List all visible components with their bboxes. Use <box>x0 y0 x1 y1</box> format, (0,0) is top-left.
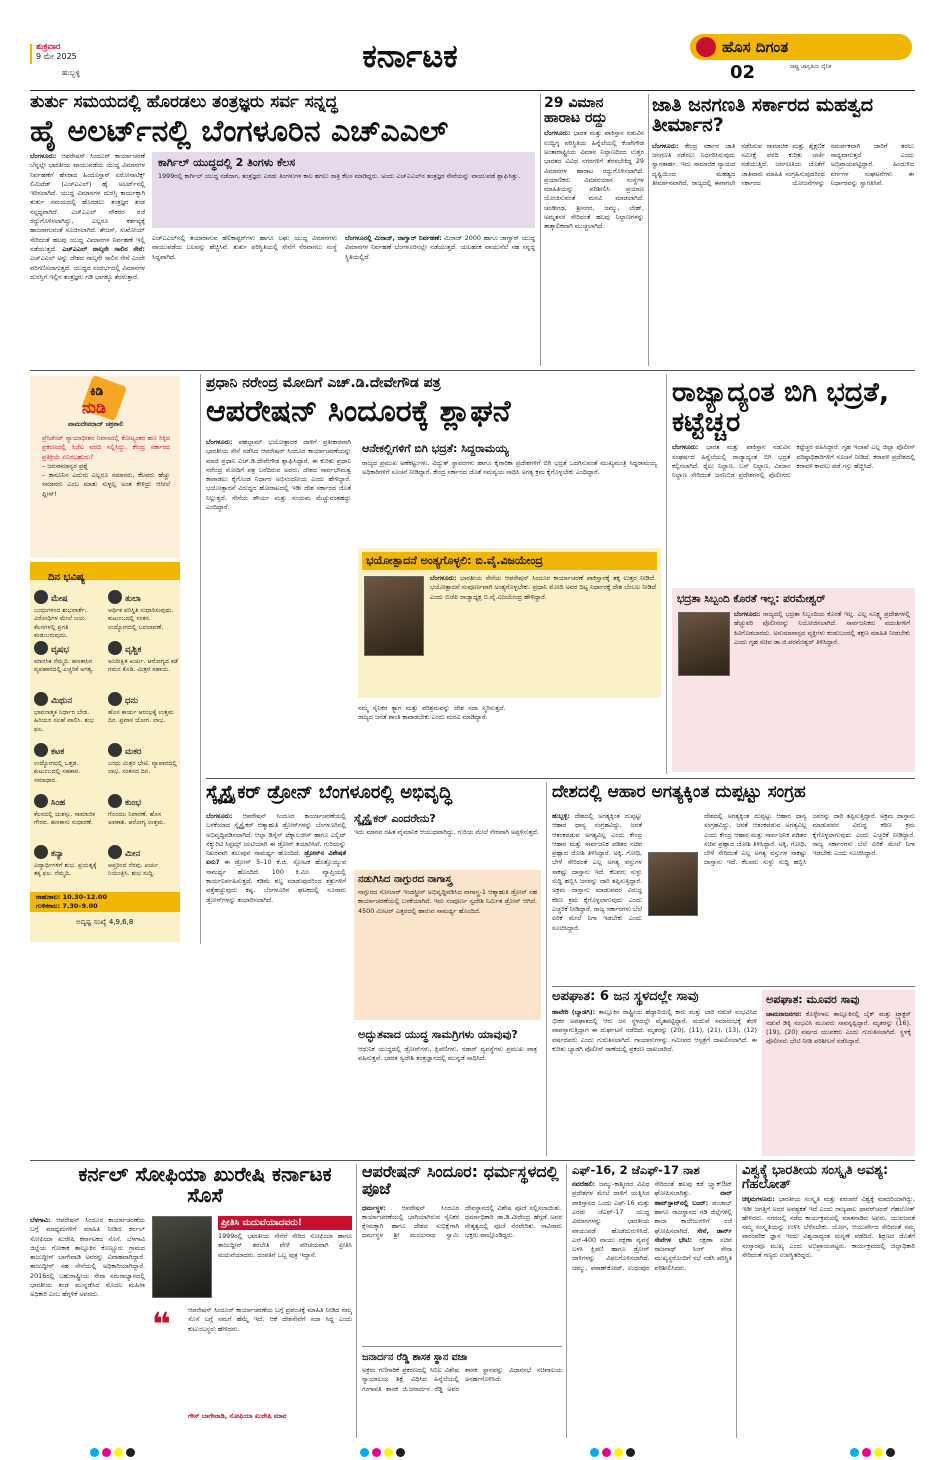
zodiac-sign <box>34 688 104 734</box>
box-body: 1999ರಲ್ಲಿ ಭಾರತೀಯ ಸೇನೆಗೆ ಸೇರಿದ ಸೋಫಿಯಾ ಹಾಗೂ ತಾಜುದ್ದೀನ್ ತರಬೇತಿ ವೇಳೆ ಪರಿಚಯವಾಗಿ ಪ್ರೀತಿಸಿ ಮದುವೆಯಾದರು. ದಂಪತಿಗೆ ಒಬ್ಬ ಪುತ್ರ ಇದ್ದಾನೆ. <box>218 1232 352 1259</box>
masthead-day: ಶುಕ್ರವಾರ <box>36 42 61 52</box>
box-body: ಆಧುನಿಕ ಯುದ್ಧದಲ್ಲಿ ಡ್ರೋನ್‌ಗಳು, ಕ್ಷಿಪಣಿಗಳು, ರಡಾರ್ ವ್ಯವಸ್ಥೆಗಳು ಪ್ರಮುಖ ಪಾತ್ರ ವಹಿಸುತ್ತವೆ. ಭಾರತ ಸ್ವದೇಶಿ ತಂತ್ರಜ್ಞಾನದಲ್ಲಿ ಮುನ್ನಡೆ ಸಾಧಿಸಿದೆ. <box>358 1045 537 1063</box>
horoscope-title-bar <box>30 562 180 583</box>
lucky-number: ಅದೃಷ್ಟ ಸಂಖ್ಯೆ 4,9,6,8 <box>76 918 134 926</box>
box-body: ರಾಜ್ಯದ ಪ್ರಮುಖ ಅಣೆಕಟ್ಟುಗಳು, ವಿದ್ಯುತ್ ಸ್ಥಾವರಗಳು ಹಾಗೂ ಕೈಗಾರಿಕಾ ಪ್ರದೇಶಗಳಿಗೆ ಬಿಗಿ ಭದ್ರತೆ ಒದಗಿಸುವಂತೆ ಮುಖ್ಯಮಂತ್ರಿ ಸಿದ್ದರಾಮಯ್ಯ ಅಧಿಕಾರಿಗಳಿಗೆ ಸೂಚನೆ ನೀಡಿದ್ದಾರೆ. ಕೇಂದ್ರ ಸರ್ಕಾರದ ಜೊತೆ ಸಮನ್ವಯ ಸಾಧಿಸಿ ಅಗತ್ಯ ಕ್ರಮ ಕೈಗೊಳ್ಳಬೇಕು ಎಂದಿದ್ದಾರೆ. <box>362 459 657 477</box>
zodiac-sign-name: ವೃಷಭ <box>51 645 70 655</box>
masthead <box>0 0 945 92</box>
quote-mark-icon: ❝ <box>152 1305 171 1343</box>
registration-dot <box>850 1448 859 1457</box>
article-body: ಬೆಂಗಳೂರು: ಭಾರತ ಮತ್ತು ಪಾಕಿಸ್ತಾನ ನಡುವಿನ ಉದ್ವಿಗ್ನ ಪರಿಸ್ಥಿತಿಯ ಹಿನ್ನೆಲೆಯಲ್ಲಿ ಕೆಂಪೇಗೌಡ ಅಂತಾರಾಷ್ಟ್ರೀಯ ವಿಮಾನ ನಿಲ್ದಾಣದಿಂದ ಉತ್ತರ ಭಾರತದ ವಿವಿಧ ನಗರಗಳಿಗೆ ತೆರಳಬೇಕಿದ್ದ 29 ವಿಮಾನಗಳ ಹಾರಾಟ ರದ್ದುಗೊಳಿಸಲಾಗಿದೆ. ಪ್ರಯಾಣಿಕರು ವಿಮಾನಯಾನ ಸಂಸ್ಥೆಗಳ ಮಾಹಿತಿಯನ್ನು ಪರಿಶೀಲಿಸಿ ಪ್ರಯಾಣ ಯೋಜಿಸುವಂತೆ ಮನವಿ ಮಾಡಲಾಗಿದೆ. ಚಂಡೀಗಢ, ಶ್ರೀನಗರ, ಜಮ್ಮು, ಲೇಹ್, ಅಮೃತಸರ ಸೇರಿದಂತೆ ಹಲವು ನಿಲ್ದಾಣಗಳನ್ನು ತಾತ್ಕಾಲಿಕವಾಗಿ ಮುಚ್ಚಲಾಗಿದೆ. <box>544 129 644 231</box>
quote-text: ಆಪರೇಷನ್ ಸಿಂದೂರ್ ಕಾರ್ಯಾಚರಣೆಯ ಬಗ್ಗೆ ಪ್ರಪಂಚಕ್ಕೆ ಮಾಹಿತಿ ನೀಡಿದ ನಮ್ಮ ಸೊಸೆ ಬಗ್ಗೆ ನಮಗೆ ಹೆಮ್ಮೆ ಇದೆ. ಆಕೆ ದೇಶಸೇವೆಗೆ ಸದಾ ಸಿದ್ಧ ಎಂದು ಕುಟುಂಬಸ್ಥರು ಹೇಳಿದರು. <box>188 1306 352 1333</box>
zodiac-grid <box>30 580 180 890</box>
masthead-date: 9 ಮೇ 2025 <box>36 52 77 61</box>
kidi-title: ಕಿಡಿ <box>90 384 104 398</box>
registration-dot <box>886 1448 895 1457</box>
column-rule <box>736 1164 737 1438</box>
box-body: ಬೆಂಗಳೂರು: ರಾಜ್ಯದಲ್ಲಿ ಭದ್ರತಾ ಸಿಬ್ಬಂದಿಯ ಕೊರತೆ ಇಲ್ಲ. ಎಲ್ಲ ಸೂಕ್ಷ್ಮ ಪ್ರದೇಶಗಳಲ್ಲಿ ಹೆಚ್ಚುವರಿ ಪೊಲೀಸರನ್ನು ನಿಯೋಜಿಸಲಾಗಿದೆ. ಸಾರ್ವಜನಿಕರು ವದಂತಿಗಳಿಗೆ ಕಿವಿಗೊಡಬಾರದು. ಅನುಮಾನಾಸ್ಪದ ವ್ಯಕ್ತಿಗಳು ಕಂಡುಬಂದಲ್ಲಿ ತಕ್ಷಣ ಮಾಹಿತಿ ನೀಡಬೇಕು ಎಂದು ಗೃಹ ಸಚಿವ ಡಾ.ಜಿ.ಪರಮೇಶ್ವರ್ ತಿಳಿಸಿದ್ದಾರೆ. <box>734 610 910 646</box>
quote-box <box>152 1304 352 1436</box>
subhead: ಎಚ್‌ಎಎಲ್ ನಾಲ್ಕನೇ ಸಾಲಿನ ಸೇನೆ: <box>62 244 145 253</box>
article-headline: ಅಪಘಾತ: 6 ಜನ ಸ್ಥಳದಲ್ಲೇ ಸಾವು <box>552 990 699 1004</box>
zodiac-icon <box>108 692 122 706</box>
zodiac-icon <box>34 692 48 706</box>
zodiac-sign <box>108 841 178 879</box>
zodiac-sign <box>34 637 104 675</box>
zodiac-sign-text: ಹೊಸ ಕಾರ್ಯ ಆರಂಭಕ್ಕೆ ಉತ್ತಮ ದಿನ. ಪ್ರವಾಸ ಯೋಗ. ಲಾಭ. <box>108 709 174 725</box>
kidi-title2: ನುಡಿ <box>82 398 107 417</box>
column-rule <box>566 1164 567 1438</box>
article-body: ಬೆಳಗಾವಿ: ಆಪರೇಷನ್ ಸಿಂದೂರ ಕಾರ್ಯಾಚರಣೆಯ ಬಗ್ಗೆ ಮಾಧ್ಯಮಗಳಿಗೆ ಮಾಹಿತಿ ನೀಡಿದ ಕರ್ನಲ್ ಸೋಫಿಯಾ ಖುರೇಷಿ ಕರ್ನಾಟಕದ ಸೊಸೆ. ಬೆಳಗಾವಿ ಜಿಲ್ಲೆಯ ಗೋಕಾಕ ತಾಲ್ಲೂಕಿನ ಕೊಣ್ಣೂರು ಗ್ರಾಮದ ತಾಜುದ್ದೀನ್ ಬಾಗೇವಾಡಿ ಅವರನ್ನು ವಿವಾಹವಾಗಿದ್ದಾರೆ. ತಾಜುದ್ದೀನ್ ಸಹ ಸೇನೆಯಲ್ಲಿ ಅಧಿಕಾರಿಯಾಗಿದ್ದಾರೆ. 2016ರಲ್ಲಿ ಬಹುರಾಷ್ಟ್ರೀಯ ಸೇನಾ ಸಮರಾಭ್ಯಾಸದಲ್ಲಿ ಭಾರತೀಯ ತಂಡ ಮುನ್ನಡೆಸಿದ ಮೊದಲ ಮಹಿಳಾ ಅಧಿಕಾರಿ ಎಂಬ ಹೆಗ್ಗಳಿಕೆ ಅವರದು. <box>30 1216 145 1299</box>
article-headline: ಹೈ ಅಲರ್ಟ್‌ನಲ್ಲಿ ಬೆಂಗಳೂರಿನ ಎಚ್‌ಎಎಲ್ <box>30 114 449 149</box>
article-headline: ಎಫ್-16, 2 ಜೆಎಫ್-17 ನಾಶ <box>572 1164 700 1177</box>
zodiac-sign-text: ಆಪ್ತರಿಂದ ನೆರವು. ಖರ್ಚು ನಿಯಂತ್ರಿಸಿ. ಶುಭ ಸುದ್ದಿ. <box>108 862 159 878</box>
article-headline: ಜಾತಿ ಜನಗಣತಿ ಸರ್ಕಾರದ ಮಹತ್ವದ ತೀರ್ಮಾನ? <box>652 96 874 136</box>
zodiac-sign-name: ಮಿಥುನ <box>51 696 73 706</box>
zodiac-sign-name: ಮಕರ <box>125 747 142 757</box>
zodiac-sign <box>108 586 178 632</box>
kidi-author: ವಾಮದೇವರಾಜ್ ಚಕ್ರಶಾಲಿ <box>68 420 124 428</box>
box-title: ಸ್ಕೈಸ್ಟ್ರೈಕರ್ ಎಂದರೇನು? <box>354 812 436 825</box>
registration-dot <box>360 1448 369 1457</box>
zodiac-sign-text: ಕೆಲಸದಲ್ಲಿ ಯಶಸ್ಸು. ಸಾಮಾಜಿಕ ಗೌರವ. ಹಣಕಾಸು ಸುಧಾರಣೆ. <box>34 811 96 827</box>
siddaramaiah-box <box>358 438 661 546</box>
masthead-city: ಹುಬ್ಬಳ್ಳಿ <box>62 68 81 77</box>
article-body: ಬೆಂಗಳೂರು: ಆಪರೇಷನ್ ಸಿಂದೂರ್ ಕಾರ್ಯಾಚರಣೆ ಬೆನ್ನಲ್ಲೇ ಭಾರತೀಯ ವಾಯುಪಡೆಯ ಯುದ್ಧ ವಿಮಾನಗಳ ನಿರ್ವಹಣೆಗೆ ಹೆಸರಾದ ಹಿಂದೂಸ್ತಾನ್ ಏರೋನಾಟಿಕ್ಸ್ ಲಿಮಿಟೆಡ್ (ಎಚ್‌ಎಎಲ್) ಹೈ ಅಲರ್ಟ್‌ನಲ್ಲಿ ಇರಿಸಲಾಗಿದೆ. ಯುದ್ಧ ವಿಮಾನಗಳ ದುರಸ್ತಿ ಕಾರ್ಯಕ್ಕಾಗಿ ತುರ್ತು ಸಮಯದಲ್ಲಿ ಹೊರಡಲು ತಂತ್ರಜ್ಞರ ತಂಡ ಸನ್ನದ್ಧವಾಗಿದೆ. ಎಚ್‌ಎಎಲ್ ನೌಕರರ ರಜೆ ರದ್ದುಗೊಳಿಸಲಾಗಿದ್ದು, ಎಲ್ಲರೂ ಕರ್ತವ್ಯಕ್ಕೆ ಹಾಜರಾಗುವಂತೆ ಸೂಚಿಸಲಾಗಿದೆ. ತೇಜಸ್, ಸುಖೋಯ್ ಸೇರಿದಂತೆ ಹಲವು ಯುದ್ಧ ವಿಮಾನಗಳ ನಿರ್ವಹಣೆ ಇಲ್ಲಿ ನಡೆಯುತ್ತದೆ. ಎಚ್‌ಎಎಲ್ ನಾಲ್ಕನೇ ಸಾಲಿನ ಸೇನೆ: ಎಚ್‌ಎಎಲ್ ಅನ್ನು ದೇಶದ ನಾಲ್ಕನೇ ಸಾಲಿನ ಸೇನೆ ಎಂದೇ ಪರಿಗಣಿಸಲಾಗುತ್ತದೆ. ಯುದ್ಧದ ಸಂದರ್ಭದಲ್ಲಿ ವಿಮಾನಗಳ ದುರಸ್ತಿಗೆ ಇಲ್ಲಿನ ತಂತ್ರಜ್ಞರು ಗಡಿ ಭಾಗಕ್ಕೂ ತೆರಳುತ್ತಾರೆ. <box>30 152 145 281</box>
zodiac-sign-text: ಮಾನಸಿಕ ನೆಮ್ಮದಿ. ಹಣಕಾಸಿನ ವ್ಯವಹಾರದಲ್ಲಿ ಎಚ್ಚರಿಕೆ ಅಗತ್ಯ. <box>34 658 94 674</box>
box-rule <box>362 1346 562 1347</box>
zodiac-icon <box>108 794 122 808</box>
zodiac-sign-text: ಬಂಧು ಮಿತ್ರರ ಭೇಟಿ. ವ್ಯಾಪಾರದಲ್ಲಿ ಲಾಭ. ಸಂತಸದ ದಿನ. <box>108 760 177 776</box>
dateline: ಬೆಂಗಳೂರು: <box>30 152 57 160</box>
weapons-box <box>354 1024 541 1154</box>
logo-emblem-icon <box>696 37 716 57</box>
zodiac-sign-text: ಉದ್ಯೋಗದಲ್ಲಿ ಒತ್ತಡ. ಕುಟುಂಬದಲ್ಲಿ ಸಹಕಾರ. ಸಮಾಧಾನ. <box>34 760 81 784</box>
parameshwar-photo <box>678 612 730 676</box>
article-body: ಬೆಂಗಳೂರು: ಕೇಂದ್ರ ಸರ್ಕಾರ ಜಾತಿ ಜನಗಣತಿ ನಡೆಸಲು ನಿರ್ಧರಿಸಿರುವುದು ಸ್ವಾಗತಾರ್ಹ. ಇದು ಸಾಮಾಜಿಕ ನ್ಯಾಯದ ದೃಷ್ಟಿಯಿಂದ ಮಹತ್ವದ ತೀರ್ಮಾನವಾಗಿದೆ. ರಾಜ್ಯದಲ್ಲಿ ಈಗಾಗಲೇ ನಡೆಸಿರುವ ಸಾಮಾಜಿಕ ಮತ್ತು ಶೈಕ್ಷಣಿಕ ಸಮೀಕ್ಷೆ ವರದಿ ಕುರಿತು ಚರ್ಚೆ ನಡೆಯುತ್ತಿದೆ. ಜನಗಣತಿಯ ಜೊತೆಗೆ ಜಾತಿವಾರು ಮಾಹಿತಿ ಸಂಗ್ರಹಿಸುವುದರಿಂದ ಸರ್ಕಾರದ ಯೋಜನೆಗಳನ್ನು ಸಮರ್ಪಕವಾಗಿ ಜಾರಿಗೆ ತರಲು ಸಾಧ್ಯವಾಗುತ್ತದೆ ಎಂದು ಅಭಿಪ್ರಾಯಪಟ್ಟಿದ್ದಾರೆ. ಹಿಂದುಳಿದ ವರ್ಗಗಳ ಸಂಘಟನೆಗಳು ಈ ನಿರ್ಧಾರವನ್ನು ಸ್ವಾಗತಿಸಿವೆ. <box>652 141 914 188</box>
article-drone <box>206 784 541 1156</box>
article-headline: ಆಪರೇಷನ್ ಸಿಂದೂರ: ಧರ್ಮಸ್ಥಳದಲ್ಲಿ ಪೂಜೆ <box>362 1164 559 1198</box>
zodiac-icon <box>34 590 48 604</box>
zodiac-sign <box>108 637 178 675</box>
row-rule <box>552 986 915 987</box>
zodiac-icon <box>34 641 48 655</box>
column-rule <box>666 374 667 774</box>
box-title: ಅದ್ಭುತವಾದ ಯುದ್ಧ ಸಾಮಗ್ರಿಗಳು ಯಾವುವು? <box>358 1028 518 1041</box>
box-title: ಭದ್ರತಾ ಸಿಬ್ಬಂದಿ ಕೊರತೆ ಇಲ್ಲ: ಪರಮೇಶ್ವರ್ <box>677 593 826 605</box>
zodiac-icon <box>108 641 122 655</box>
registration-dot <box>874 1448 883 1457</box>
column-rule <box>200 374 201 944</box>
article-caste-census <box>652 96 914 366</box>
column-rule <box>546 782 547 1156</box>
zodiac-icon <box>34 743 48 757</box>
print-registration-dots <box>90 1442 138 1460</box>
date-block <box>36 42 116 78</box>
zodiac-sign <box>34 841 104 879</box>
box-body: ಇದು ಮಾನವ ರಹಿತ ವೈಮಾನಿಕ ಆಯುಧವಾಗಿದ್ದು, ಗುರಿಯ ಮೇಲೆ ನೇರವಾಗಿ ಅಪ್ಪಳಿಸುತ್ತದೆ. <box>354 828 539 836</box>
article-body: ಬೆಂಗಳೂರು: ಭಾರತ ಮತ್ತು ಪಾಕಿಸ್ತಾನ ನಡುವಿನ ಸಂಘರ್ಷದ ಹಿನ್ನೆಲೆಯಲ್ಲಿ ರಾಜ್ಯಾದ್ಯಂತ ಬಿಗಿ ಭದ್ರತೆ ಕಲ್ಪಿಸಲಾಗಿದೆ. ರೈಲು ನಿಲ್ದಾಣ, ಬಸ್ ನಿಲ್ದಾಣ, ವಿಮಾನ ನಿಲ್ದಾಣ ಸೇರಿದಂತೆ ಜನನಿಬಿಡ ಪ್ರದೇಶಗಳಲ್ಲಿ ಪೊಲೀಸರು ಕಟ್ಟೆಚ್ಚರ ವಹಿಸಿದ್ದಾರೆ. ಗೃಹ ಇಲಾಖೆ ಎಲ್ಲ ಜಿಲ್ಲಾ ಪೊಲೀಸ್ ವರಿಷ್ಠಾಧಿಕಾರಿಗಳಿಗೆ ಸೂಚನೆ ನೀಡಿದೆ. ಕರಾವಳಿ ಪ್ರದೇಶದಲ್ಲಿ ಕರಾವಳಿ ಕಾವಲು ಪಡೆ ಗಸ್ತು ಹೆಚ್ಚಿಸಿದೆ. <box>672 443 915 480</box>
article-accident-three <box>762 990 915 1156</box>
zodiac-sign-name: ಕಟಕ <box>51 747 65 757</box>
zodiac-sign-name: ಕುಂಭ <box>125 798 142 808</box>
article-body: ಧರ್ಮಸ್ಥಳ: ಆಪರೇಷನ್ ಸಿಂದೂರ ಕಾರ್ಯಾಚರಣೆಯಲ್ಲಿ ಭಾಗಿಯಾಗಿರುವ ಸೈನಿಕರ ಕ್ಷೇಮಕ್ಕಾಗಿ ಹಾಗೂ ದೇಶದ ಸುಭಿಕ್ಷೆಗಾಗಿ ಧರ್ಮಸ್ಥಳ ಶ್ರೀ ಮಂಜುನಾಥ ಸ್ವಾಮಿ ದೇವಸ್ಥಾನದಲ್ಲಿ ವಿಶೇಷ ಪೂಜೆ ಸಲ್ಲಿಸಲಾಯಿತು. ಧರ್ಮಾಧಿಕಾರಿ ಡಾ.ಡಿ.ವೀರೇಂದ್ರ ಹೆಗ್ಗಡೆ ಅವರ ನೇತೃತ್ವದಲ್ಲಿ ಪೂಜೆ ನೆರವೇರಿತು. ಸಾವಿರಾರು ಭಕ್ತರು ಪಾಲ್ಗೊಂಡಿದ್ದರು. <box>362 1203 562 1240</box>
print-registration-dots <box>850 1442 898 1460</box>
skystriker-sidebar <box>354 812 541 868</box>
article-flights <box>544 96 644 366</box>
pralhad-joshi-photo <box>648 852 698 916</box>
article-body-cont: ನಮ್ಮ ಸೈನಿಕರ ತ್ಯಾಗ ಮತ್ತು ಪರಿಶ್ರಮವನ್ನು ದೇಶ ಸದಾ ಸ್ಮರಿಸುತ್ತದೆ. ರಾಜ್ಯದ ಜನತೆ ಶಾಂತಿ ಕಾಪಾಡಬೇಕು ಎಂದು ಮನವಿ ಮಾಡಿದ್ದಾರೆ. <box>358 704 506 722</box>
article-food-stock <box>552 784 915 982</box>
love-marriage-box <box>218 1216 352 1300</box>
box-body: ಅಕ್ರಮ ಗಣಿಗಾರಿಕೆ ಪ್ರಕರಣದಲ್ಲಿ ಸಿಬಿಐ ವಿಶೇಷ ನ್ಯಾಯಾಲಯ ಶಿಕ್ಷೆ ವಿಧಿಸಿದ ಹಿನ್ನೆಲೆಯಲ್ಲಿ ಗಂಗಾವತಿ ಶಾಸಕ ಜಿ.ಜನಾರ್ದನ ರೆಡ್ಡಿ ಅವರ ಶಾಸಕ ಸ್ಥಾನವನ್ನು ವಿಧಾನಸಭೆ ಸಚಿವಾಲಯ ಅನರ್ಹಗೊಳಿಸಿದೆ. <box>362 1366 562 1393</box>
box-title: ಪ್ರೀತಿಸಿ ಮದುವೆಯಾದವರು! <box>218 1216 352 1230</box>
article-kicker: ತುರ್ತು ಸಮಯದಲ್ಲಿ ಹೊರಡಲು ತಂತ್ರಜ್ಞರು ಸರ್ವ ಸನ್ನದ್ಧ <box>30 94 338 112</box>
article-body: ಬೆಂಗಳೂರು: ಆಪರೇಷನ್ ಸಿಂದೂರ ಕಾರ್ಯಾಚರಣೆಯಲ್ಲಿ ಬಳಕೆಯಾದ ಸ್ಕೈಸ್ಟ್ರೈಕರ್ ಆತ್ಮಾಹುತಿ ಡ್ರೋನ್‌ಗಳನ್ನು ಬೆಂಗಳೂರಿನಲ್ಲಿ ಅಭಿವೃದ್ಧಿಪಡಿಸಲಾಗಿದೆ. ಆಲ್ಫಾ ಡಿಸೈನ್ ಟೆಕ್ನಾಲಜೀಸ್ ಹಾಗೂ ಎಲ್ಬಿಟ್ ಸೆಕ್ಯುರಿಟಿ ಸಿಸ್ಟಮ್ಸ್ ಜಂಟಿಯಾಗಿ ಈ ಡ್ರೋನ್ ತಯಾರಿಸಿವೆ. ಗುರಿಯನ್ನು ನಿಖರವಾಗಿ ತಲುಪುವ ಸಾಮರ್ಥ್ಯ ಹೊಂದಿದೆ. ಡ್ರೋನ್‌ನ ವಿಶೇಷತೆ ಏನು? ಈ ಡ್ರೋನ್ 5–10 ಕೆ.ಜಿ. ಸ್ಫೋಟಕ ಹೊತ್ತೊಯ್ಯುವ ಸಾಮರ್ಥ್ಯ ಹೊಂದಿದೆ. 100 ಕಿ.ಮೀ. ವ್ಯಾಪ್ತಿಯಲ್ಲಿ ಕಾರ್ಯನಿರ್ವಹಿಸುತ್ತದೆ. ಕಡಿಮೆ ಶಬ್ದ ಮಾಡುವುದರಿಂದ ಶತ್ರುಗಳಿಗೆ ಪತ್ತೆಹಚ್ಚುವುದು ಕಷ್ಟ. ಬೆಂಗಳೂರಿನ ಘಟಕದಲ್ಲಿ ನೂರಾರು ಡ್ರೋನ್‌ಗಳನ್ನು ತಯಾರಿಸಲಾಗಿದೆ. <box>206 812 346 904</box>
registration-dot <box>372 1448 381 1457</box>
zodiac-sign-name: ಧನು <box>125 696 138 706</box>
kargil-box <box>152 152 535 228</box>
paper-logo <box>690 34 912 60</box>
zodiac-sign-name: ವೃಶ್ಚಿಕ <box>125 645 142 655</box>
sofia-qureshi-photo <box>152 1216 212 1298</box>
registration-dot <box>614 1448 623 1457</box>
registration-dot <box>396 1448 405 1457</box>
zodiac-sign-text: ಆರ್ಥಿಕ ಪರಿಸ್ಥಿತಿ ಸುಧಾರಿಸುವುದು. ಕುಟುಂಬದಲ್ಲಿ ಸಂತಸ. ಉದ್ಯೋಗದಲ್ಲಿ ಬದಲಾವಣೆ. <box>108 607 174 631</box>
zodiac-sign <box>34 586 104 641</box>
zodiac-sign <box>34 739 104 785</box>
quote-attribution: ಗೌಸ್ ಬಾಗೇವಾಡಿ, ಸೋಫಿಯಾ ಖುರೇಷಿ ಮಾವ <box>188 1412 287 1420</box>
article-body: ಬೆಂಗಳೂರು: ಪಹಲ್ಗಾಮ್ ಭಯೋತ್ಪಾದಕ ದಾಳಿಗೆ ಪ್ರತೀಕಾರವಾಗಿ ಭಾರತೀಯ ಸೇನೆ ನಡೆಸಿದ ಆಪರೇಷನ್ ಸಿಂದೂರ ಕಾರ್ಯಾಚರಣೆಯನ್ನು ಮಾಜಿ ಪ್ರಧಾನಿ ಎಚ್.ಡಿ.ದೇವೇಗೌಡ ಶ್ಲಾಘಿಸಿದ್ದಾರೆ. ಈ ಕುರಿತು ಪ್ರಧಾನಿ ನರೇಂದ್ರ ಮೋದಿಗೆ ಪತ್ರ ಬರೆದಿರುವ ಅವರು, ದೇಶದ ಸಾರ್ವಭೌಮತ್ವ ಕಾಪಾಡಲು ಕೈಗೊಂಡ ನಿರ್ಧಾರ ಅಭಿನಂದನೀಯ ಎಂದು ಹೇಳಿದ್ದಾರೆ. ಭಯೋತ್ಪಾದನೆ ವಿರುದ್ಧದ ಹೋರಾಟದಲ್ಲಿ ಇಡೀ ದೇಶ ಸರ್ಕಾರದ ಜೊತೆ ನಿಲ್ಲುತ್ತದೆ. ಸೇನೆಯ ಶೌರ್ಯ ಮತ್ತು ಸಂಯಮ ಮೆಚ್ಚುವಂತಹದ್ದು ಎಂದಿದ್ದಾರೆ. <box>206 438 351 512</box>
subhead: ಡ್ರೋನ್‌ನ ವಿಶೇಷತೆ ಏನು? <box>206 849 346 867</box>
horoscope-title: ದಿನ ಭವಿಷ್ಯ <box>48 572 85 583</box>
paper-name: ಹೊಸ ದಿಗಂತ <box>722 38 789 56</box>
section-title: ಕರ್ನಾಟಕ <box>362 37 458 75</box>
article-body: ಚಾಮರಾಜನಗರ: ಕೊಳ್ಳೇಗಾಲ ತಾಲ್ಲೂಕಿನಲ್ಲಿ ಬೈಕ್ ಮತ್ತು ಟ್ರ್ಯಾಕ್ಟರ್ ನಡುವೆ ಡಿಕ್ಕಿ ಸಂಭವಿಸಿ ಮೂವರು ಸಾವನ್ನಪ್ಪಿದ್ದಾರೆ. ಮೃತರನ್ನು (16), (19), (20) ವರ್ಷದ ಯುವಕರು ಎಂದು ಗುರುತಿಸಲಾಗಿದೆ. ಸ್ಥಳಕ್ಕೆ ಪೊಲೀಸರು ಭೇಟಿ ನೀಡಿ ಪರಿಶೀಲನೆ ನಡೆಸಿದ್ದಾರೆ. <box>766 1009 911 1046</box>
kidi-body: ಪ್ರೆಸಿಡೆಂಟ್ ನ್ಯಾಯಾಧೀಶರ ನಿವಾಸದಲ್ಲಿ ಕೋಟ್ಯಂತರ ಹಣ ಸಿಕ್ಕಿದ ಪ್ರಕರಣದಲ್ಲಿ ಸಿಜೆಐ ವರದಿ ಸಲ್ಲಿಸಿದ್ದು, ಕೇಂದ್ರ ಸರ್ಕಾರದ ಪ್ರತಿಕ್ರಿಯೆ ಏನಿರಬಹುದು? – ಜನಸಾಮಾನ್ಯರ ಪ್ರಶ್ನೆ – ಕಾನೂನಿನ ಎದುರು ಎಲ್ಲರೂ ಸಮಾನರು, ಕೆಲವರು ಹೆಚ್ಚು ಸಮಾನರು ಎಂಬ ಮಾತು ಸುಳ್ಳಲ್ಲ ಅಂತ ಕೇಳಿದ್ರು ಆಸೀಲೆ ಪ್ಲೀಸ್! <box>42 434 170 498</box>
reddy-box <box>362 1352 562 1436</box>
box-body: ನಾಗ್ಪುರದ ಸೋಲಾರ್ ಇಂಡಸ್ಟ್ರೀಸ್ ಅಭಿವೃದ್ಧಿಪಡಿಸಿದ ನಾಗಾಸ್ತ್ರ-1 ಆತ್ಮಾಹುತಿ ಡ್ರೋನ್ ಸಹ ಕಾರ್ಯಾಚರಣೆಯಲ್ಲಿ ಬಳಕೆಯಾಗಿದೆ. ಇದು ಸಂಪೂರ್ಣ ಸ್ವದೇಶಿ ನಿರ್ಮಿತ ಡ್ರೋನ್ ಆಗಿದೆ. 4500 ಮೀಟರ್ ಎತ್ತರದಲ್ಲಿ ಹಾರುವ ಸಾಮರ್ಥ್ಯ ಹೊಂದಿದೆ. <box>358 888 537 915</box>
article-body: ಹಾವೇರಿ (ಬ್ಯಾಡಗಿ): ತಾಲ್ಲೂಕಿನ ರಾಷ್ಟ್ರೀಯ ಹೆದ್ದಾರಿಯಲ್ಲಿ ಕಾರು ಮತ್ತು ಲಾರಿ ನಡುವೆ ಸಂಭವಿಸಿದ ಭೀಕರ ಅಪಘಾತದಲ್ಲಿ ಆರು ಜನ ಸ್ಥಳದಲ್ಲೇ ಮೃತಪಟ್ಟಿದ್ದಾರೆ. ಮದುವೆ ಸಮಾರಂಭಕ್ಕೆ ತೆರಳಿ ವಾಪಸ್ಸಾಗುತ್ತಿದ್ದಾಗ ಈ ದುರ್ಘಟನೆ ನಡೆದಿದೆ. ಮೃತರನ್ನು (20), (11), (21), (13), (12) ವರ್ಷದವರು ಎಂದು ಗುರುತಿಸಲಾಗಿದೆ. ಗಾಯಾಳುಗಳನ್ನು ಸಮೀಪದ ಆಸ್ಪತ್ರೆಗೆ ದಾಖಲಿಸಲಾಗಿದೆ. ಈ ಕುರಿತು ಬ್ಯಾಡಗಿ ಪೊಲೀಸ್ ಠಾಣೆಯಲ್ಲಿ ಪ್ರಕರಣ ದಾಖಲಾಗಿದೆ. <box>552 1007 757 1053</box>
zodiac-sign-text: ಭಾವನಾತ್ಮಕ ನಿರ್ಧಾರ ಬೇಡ. ಹಿರಿಯರ ಸಲಹೆ ಪಾಲಿಸಿ. ಶುಭ ಫಲ. <box>34 709 95 733</box>
column-rule <box>540 94 541 366</box>
zodiac-sign-text: ವಿದ್ಯಾರ್ಥಿಗಳಿಗೆ ಶುಭ. ಪ್ರಯತ್ನಕ್ಕೆ ತಕ್ಕ ಫಲ. ನೆಮ್ಮದಿ. <box>34 862 97 878</box>
article-headline: ದೇಶದಲ್ಲಿ ಆಹಾರ ಅಗತ್ಯಕ್ಕಿಂತ ದುಪ್ಪಟ್ಟು ಸಂಗ್ರಹ <box>552 784 806 802</box>
zodiac-sign <box>108 688 178 726</box>
box-body: ಬೆಂಗಳೂರು: ಭಾರತೀಯ ಸೇನೆಯ ಆಪರೇಷನ್ ಸಿಂದೂರ ಕಾರ್ಯಾಚರಣೆ ಪಾಕಿಸ್ತಾನಕ್ಕೆ ತಕ್ಕ ಉತ್ತರ ನೀಡಿದೆ. ಭಯೋತ್ಪಾದನೆ ಸಂಪೂರ್ಣವಾಗಿ ಅಂತ್ಯಗೊಳ್ಳಬೇಕು. ಪ್ರಧಾನಿ ಮೋದಿ ಅವರ ದಿಟ್ಟ ನಿರ್ಧಾರಕ್ಕೆ ದೇಶ ಬೆಂಬಲ ನೀಡಿದೆ ಎಂದು ಬಿಜೆಪಿ ರಾಜ್ಯಾಧ್ಯಕ್ಷ ಬಿ.ವೈ.ವಿಜಯೇಂದ್ರ ಹೇಳಿದ್ದಾರೆ. <box>430 574 656 601</box>
article-headline: ಕರ್ನಲ್ ಸೋಫಿಯಾ ಖುರೇಷಿ ಕರ್ನಾಟಕ ಸೊಸೆ <box>78 1164 332 1207</box>
article-headline: 29 ವಿಮಾನ ಹಾರಾಟ ರದ್ದು <box>544 96 608 126</box>
zodiac-icon <box>34 845 48 859</box>
registration-dot <box>126 1448 135 1457</box>
article-security <box>672 378 915 774</box>
article-headline: ಅಪಘಾತ: ಮೂವರ ಸಾವು <box>766 993 860 1006</box>
article-dharmasthala-pooja <box>362 1164 562 1438</box>
article-sofia-qureshi <box>30 1164 352 1438</box>
box-title: ಜನಾರ್ದನ ರೆಡ್ಡಿ ಶಾಸಕ ಸ್ಥಾನ ವಜಾ <box>362 1352 468 1363</box>
masthead-rule <box>30 90 915 91</box>
print-registration-dots <box>590 1442 638 1460</box>
zodiac-icon <box>108 845 122 859</box>
zodiac-icon <box>108 743 122 757</box>
zodiac-sign-name: ತುಲಾ <box>125 594 141 604</box>
article-body-cont2: ಬೆಂಗಳೂರಲ್ಲಿ ಮಿರಾಜ್, ಜಾಗ್ವಾರ್ ನಿರ್ವಹಣೆ: ಮಿರಾಜ್ 2000 ಹಾಗೂ ಜಾಗ್ವಾರ್ ಯುದ್ಧ ವಿಮಾನಗಳ ನಿರ್ವಹಣೆ ಬೆಂಗಳೂರಿನಲ್ಲೇ ನಡೆಯುತ್ತದೆ. ಯಲಹಂಕ ವಾಯುನೆಲೆ ಸಹ ಸನ್ನದ್ಧ ಸ್ಥಿತಿಯಲ್ಲಿದೆ. <box>345 234 535 261</box>
rahu-kaala: ರಾಹುಕಾಲ: 10.30–12.00 <box>36 893 107 901</box>
nagastra-box <box>354 870 541 1020</box>
article-body-cont: ದೇಶದಲ್ಲಿ ಅಗತ್ಯಕ್ಕಿಂತ ದುಪ್ಪಟ್ಟು ಆಹಾರ ಧಾನ್ಯ ಸಂಗ್ರಹವಿದ್ದು, ಜನತೆ ಆತಂಕಪಡುವ ಅಗತ್ಯವಿಲ್ಲ ಎಂದು ಕೇಂದ್ರ ಆಹಾರ ಮತ್ತು ಸಾರ್ವಜನಿಕ ಪಡಿತರ ಸಚಿವ ಪ್ರಹ್ಲಾದ ಜೋಶಿ ತಿಳಿಸಿದ್ದಾರೆ. ಅಕ್ಕಿ, ಗೋಧಿ, ಬೇಳೆ ಸೇರಿದಂತೆ ಎಲ್ಲ ಅಗತ್ಯ ವಸ್ತುಗಳ ಸಾಕಷ್ಟು ದಾಸ್ತಾನು ಇದೆ. ಕೆಲವರು ಸುಳ್ಳು ಸುದ್ದಿ ಹಬ್ಬಿಸಿ ಜನರನ್ನು ದಾರಿ ತಪ್ಪಿಸುತ್ತಿದ್ದಾರೆ. ಅಕ್ರಮ ದಾಸ್ತಾನು ಮಾಡುವವರ ವಿರುದ್ಧ ಕಠಿಣ ಕ್ರಮ ಕೈಗೊಳ್ಳಲಾಗುವುದು ಎಂದು ಎಚ್ಚರಿಕೆ ನೀಡಿದ್ದಾರೆ. ರಾಜ್ಯ ಸರ್ಕಾರಗಳು ಬೆಲೆ ಏರಿಕೆ ಮೇಲೆ ನಿಗಾ ಇಡಬೇಕು ಎಂದು ಸೂಚಿಸಿದ್ದಾರೆ. <box>704 812 915 867</box>
zodiac-sign-text: ಅನಿರೀಕ್ಷಿತ ಖರ್ಚು. ಆರೋಗ್ಯದ ಕಡೆ ಗಮನ ಕೊಡಿ. ಮಿತ್ರರ ಸಹಾಯ. <box>108 658 178 674</box>
registration-dot <box>114 1448 123 1457</box>
kidi-nudi-box <box>30 376 180 558</box>
row-rule <box>30 370 915 371</box>
registration-dot <box>862 1448 871 1457</box>
article-sindoor <box>206 376 661 774</box>
box-title: ಆನೇಕಲ್ಲಿಗಳಿಗೆ ಬಿಗಿ ಭದ್ರತೆ: ಸಿದ್ದರಾಮಯ್ಯ <box>362 442 509 455</box>
zodiac-sign-text: ಗೊಂದಲ ನಿವಾರಣೆ. ಹೊಸ ಅವಕಾಶ. ಆರೋಗ್ಯ ಉತ್ತಮ. <box>108 811 166 827</box>
zodiac-sign-name: ಕನ್ಯಾ <box>51 849 64 859</box>
article-accident-six <box>552 990 757 1156</box>
column-rule <box>356 1164 357 1438</box>
zodiac-icon <box>108 590 122 604</box>
article-headline: ವಿಶ್ವಕ್ಕೆ ಭಾರತೀಯ ಸಂಸ್ಕೃತಿ ಅವಶ್ಯ: ಗೆಹಲೋತ್ <box>742 1164 889 1192</box>
zodiac-sign <box>108 790 178 828</box>
article-kicker: ಪ್ರಧಾನಿ ನರೇಂದ್ರ ಮೋದಿಗೆ ಎಚ್.ಡಿ.ದೇವೇಗೌಡ ಪತ್ರ <box>206 376 441 391</box>
registration-dot <box>102 1448 111 1457</box>
gulika-kaala: ಗುಳಿಕಕಾಲ: 7.30–9.00 <box>36 902 98 910</box>
zodiac-sign <box>108 739 178 777</box>
article-body: ಚಿಕ್ಕಮಗಳೂರು: ಭಾರತೀಯ ಸಂಸ್ಕೃತಿ ಮತ್ತು ಪರಂಪರೆ ವಿಶ್ವಕ್ಕೆ ಮಾದರಿಯಾಗಿದ್ದು, ಇಡೀ ಜಗತ್ತಿಗೆ ಅದರ ಅವಶ್ಯಕತೆ ಇದೆ ಎಂದು ರಾಜ್ಯಪಾಲ ಥಾವರ್‌ಚಂದ್ ಗೆಹಲೋತ್ ಹೇಳಿದರು. ನಗರದಲ್ಲಿ ನಡೆದ ಕಾರ್ಯಕ್ರಮದಲ್ಲಿ ಮಾತನಾಡಿದ ಅವರು, ಯುವಜನತೆ ನಮ್ಮ ಸಂಸ್ಕೃತಿಯನ್ನು ಉಳಿಸಿ ಬೆಳೆಸಬೇಕು. ಯೋಗ, ಆಯುರ್ವೇದ ಸೇರಿದಂತೆ ನಮ್ಮ ಪಾರಂಪರಿಕ ಜ್ಞಾನ ಇಂದು ವಿಶ್ವದಾದ್ಯಂತ ಮನ್ನಣೆ ಪಡೆದಿದೆ. ಶಿಕ್ಷಣದ ಜೊತೆಗೆ ಸಂಸ್ಕಾರವೂ ಮುಖ್ಯ ಎಂದು ಅಭಿಪ್ರಾಯಪಟ್ಟರು. ಕಾರ್ಯಕ್ರಮದಲ್ಲಿ ಜಿಲ್ಲಾಧಿಕಾರಿ ಸೇರಿದಂತೆ ಗಣ್ಯರು ಉಪಸ್ಥಿತರಿದ್ದರು. <box>742 1195 915 1260</box>
registration-dot <box>602 1448 611 1457</box>
registration-dot <box>384 1448 393 1457</box>
registration-dot <box>90 1448 99 1457</box>
zodiac-sign-name: ಸಿಂಹ <box>51 798 66 808</box>
zodiac-sign-name: ಮೀನ <box>125 849 141 859</box>
kargil-body: 1999ರಲ್ಲಿ ಕಾರ್ಗಿಲ್ ಯುದ್ಧ ನಡೆದಾಗ, ತಂತ್ರಜ್ಞರು ಎರಡು ತಿಂಗಳುಗಳ ಕಾಲ ಹಗಲು ರಾತ್ರಿ ಕೆಲಸ ಮಾಡಿದ್ದರು. ಅಂದು ಎಚ್‌ಎಎಲ್‌ನ ತಂತ್ರಜ್ಞರ ಸೇವೆಯನ್ನು ವಾಯುಪಡೆ ಶ್ಲಾಘಿಸಿತ್ತು. <box>158 172 520 180</box>
horoscope-box <box>30 562 180 942</box>
article-headline: ಸ್ಕೈಸ್ಟ್ರೈಕರ್ ಡ್ರೋನ್ ಬೆಂಗಳೂರಲ್ಲಿ ಅಭಿವೃದ್ಧಿ <box>206 784 453 803</box>
article-hal <box>30 94 535 366</box>
print-registration-dots <box>360 1442 408 1460</box>
box-title: ನಡುಗಿಸಿದ ನಾಗ್ಪುರದ ನಾಗಾಸ್ತ್ರ <box>358 874 453 885</box>
page-number: 02 <box>730 62 756 83</box>
zodiac-sign-name: ಮೇಷ <box>51 594 68 604</box>
rahu-bar <box>30 892 180 912</box>
article-body: ನವದೆಹಲಿ: ಜಮ್ಮು-ಕಾಶ್ಮೀರದ ವಿವಿಧ ಪ್ರದೇಶಗಳ ಮೇಲೆ ದಾಳಿಗೆ ಯತ್ನಿಸಿದ ಪಾಕಿಸ್ತಾನದ ಒಂದು ಎಫ್-16 ಮತ್ತು ಎರಡು ಜೆಎಫ್-17 ಯುದ್ಧ ವಿಮಾನಗಳನ್ನು ಭಾರತೀಯ ವಾಯುಪಡೆ ಹೊಡೆದುರುಳಿಸಿದೆ. ಎಸ್-400 ವಾಯು ರಕ್ಷಣಾ ವ್ಯವಸ್ಥೆ ಬಳಸಿ ಕ್ಷಿಪಣಿ ಹಾಗೂ ಡ್ರೋನ್ ದಾಳಿಗಳನ್ನು ವಿಫಲಗೊಳಿಸಲಾಗಿದೆ. ಜಮ್ಮು, ಪಠಾಣ್‌ಕೋಟ್, ಉಧಂಪುರ ಸೇರಿದಂತೆ ಹಲವು ಕಡೆ ಬ್ಲ್ಯಾಕ್‌ಔಟ್ ಘೋಷಿಸಲಾಗಿತ್ತು. ವಾರ್ ಹಾಟ್‌ಸ್ಪಾಟ್‌ನಲ್ಲಿ ಬಂದ್: ಪಂಜಾಬ್ ಹಾಗೂ ರಾಜಸ್ಥಾನದ ಗಡಿ ಜಿಲ್ಲೆಗಳಲ್ಲಿ ಶಾಲಾ ಕಾಲೇಜುಗಳಿಗೆ ರಜೆ ಘೋಷಿಸಲಾಗಿದೆ. ಸೇನೆ, ಡಾರ್ನ್ ಸೇವೆಗಳ ಭೇಟಿ: ರಕ್ಷಣಾ ಸಚಿವ ರಾಜನಾಥ್ ಸಿಂಗ್ ಸೇನಾ ಮುಖ್ಯಸ್ಥರೊಂದಿಗೆ ಸಭೆ ನಡೆಸಿ ಪರಿಸ್ಥಿತಿ ಪರಿಶೀಲಿಸಿದರು. <box>572 1180 732 1272</box>
row-rule <box>206 778 915 779</box>
zodiac-icon <box>34 794 48 808</box>
row-rule <box>30 1160 915 1161</box>
zodiac-sign <box>34 790 104 828</box>
article-f16 <box>572 1164 732 1438</box>
article-gehlot <box>742 1164 915 1438</box>
box-title: ಭಯೋತ್ಪಾದನೆ ಅಂತ್ಯಗೊಳ್ಳಲಿ: ಬಿ.ವೈ.ವಿಜಯೇಂದ್ರ <box>362 552 657 570</box>
masthead-rule-left <box>30 44 32 64</box>
article-headline: ಆಪರೇಷನ್ ಸಿಂದೂರಕ್ಕೆ ಶ್ಲಾಘನೆ <box>206 394 511 429</box>
vijayendra-box <box>358 548 661 698</box>
article-headline: ರಾಜ್ಯಾದ್ಯಂತ ಬಿಗಿ ಭದ್ರತೆ, ಕಟ್ಟೆಚ್ಚರ <box>672 378 890 438</box>
article-body-cont: ಎಚ್‌ಎಎಲ್‌ನಲ್ಲಿ ತಯಾರಾಗುವ ಹೆಲಿಕಾಪ್ಟರ್‌ಗಳು ಹಾಗೂ ಲಘು ಯುದ್ಧ ವಿಮಾನಗಳು ವಾಯುಪಡೆಯ ಬಲವನ್ನು ಹೆಚ್ಚಿಸಿವೆ. ತುರ್ತು ಪರಿಸ್ಥಿತಿಯಲ್ಲಿ ಸೇನೆಗೆ ನೆರವಾಗಲು ಸಂಸ್ಥೆ ಸಿದ್ಧವಾಗಿದೆ. <box>152 234 337 261</box>
registration-dot <box>626 1448 635 1457</box>
column-rule <box>648 94 649 366</box>
registration-dot <box>590 1448 599 1457</box>
zodiac-sign-text: ಬಂಧುಗಳಿಂದ ಶುಭವಾರ್ತೆ. ವಿರೋಧಿಗಳ ಮೇಲೆ ಜಯ. ಕೆಲಸಗಳಲ್ಲಿ ಪ್ರಗತಿ ಕಂಡುಬರುವುದು. <box>34 607 87 640</box>
vijayendra-photo <box>364 576 424 656</box>
kargil-title: ಕಾರ್ಗಿಲ್ ಯುದ್ಧದಲ್ಲಿ 2 ತಿಂಗಳು ಕೆಲಸ <box>158 156 296 169</box>
parameshwar-box <box>672 588 915 772</box>
article-body: ಹುಬ್ಬಳ್ಳಿ: ದೇಶದಲ್ಲಿ ಅಗತ್ಯಕ್ಕಿಂತ ದುಪ್ಪಟ್ಟು ಆಹಾರ ಧಾನ್ಯ ಸಂಗ್ರಹವಿದ್ದು, ಜನತೆ ಆತಂಕಪಡುವ ಅಗತ್ಯವಿಲ್ಲ ಎಂದು ಕೇಂದ್ರ ಆಹಾರ ಮತ್ತು ಸಾರ್ವಜನಿಕ ಪಡಿತರ ಸಚಿವ ಪ್ರಹ್ಲಾದ ಜೋಶಿ ತಿಳಿಸಿದ್ದಾರೆ. ಅಕ್ಕಿ, ಗೋಧಿ, ಬೇಳೆ ಸೇರಿದಂತೆ ಎಲ್ಲ ಅಗತ್ಯ ವಸ್ತುಗಳ ಸಾಕಷ್ಟು ದಾಸ್ತಾನು ಇದೆ. ಕೆಲವರು ಸುಳ್ಳು ಸುದ್ದಿ ಹಬ್ಬಿಸಿ ಜನರನ್ನು ದಾರಿ ತಪ್ಪಿಸುತ್ತಿದ್ದಾರೆ. ಅಕ್ರಮ ದಾಸ್ತಾನು ಮಾಡುವವರ ವಿರುದ್ಧ ಕಠಿಣ ಕ್ರಮ ಕೈಗೊಳ್ಳಲಾಗುವುದು ಎಂದು ಎಚ್ಚರಿಕೆ ನೀಡಿದ್ದಾರೆ. ರಾಜ್ಯ ಸರ್ಕಾರಗಳು ಬೆಲೆ ಏರಿಕೆ ಮೇಲೆ ನಿಗಾ ಇಡಬೇಕು ಎಂದು ಸೂಚಿಸಿದ್ದಾರೆ. <box>552 812 642 932</box>
paper-tagline: ರಾಷ್ಟ್ರ ಜಾಗೃತಿಯ ದೈನಿಕ <box>790 64 832 70</box>
